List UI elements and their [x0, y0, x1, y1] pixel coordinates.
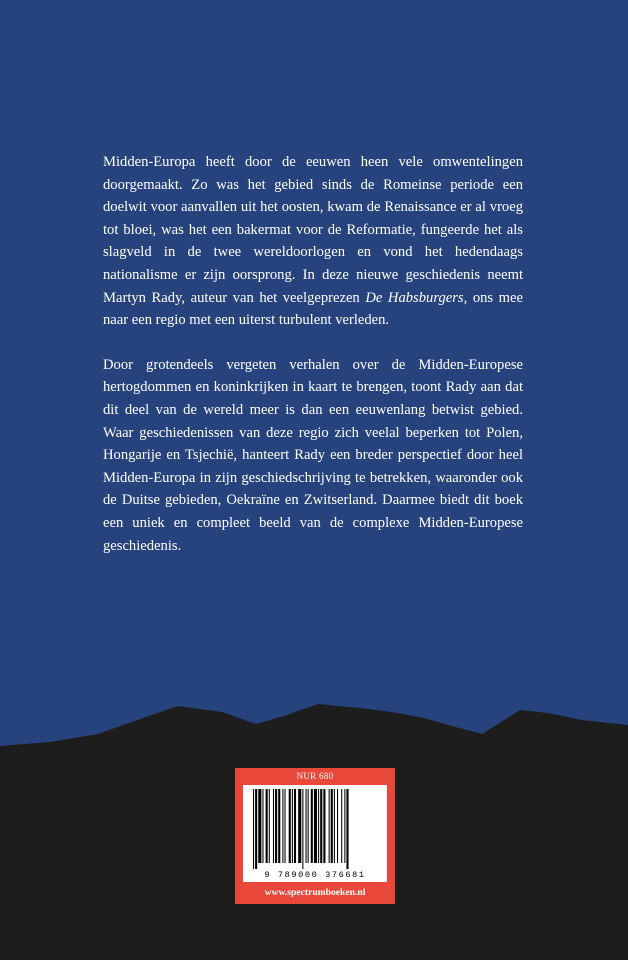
barcode-bar [344, 789, 345, 863]
barcode-bar [337, 789, 338, 863]
publisher-website: www.spectrumboeken.nl [264, 887, 366, 898]
barcode-bar [308, 789, 309, 863]
barcode-bar [258, 789, 261, 863]
barcode-bar [346, 789, 348, 869]
barcode-bar [311, 789, 313, 863]
barcode-bar [292, 789, 293, 863]
barcode-bar [329, 789, 330, 863]
book-title-italic: De Habsburgers [365, 289, 464, 306]
barcode-bar [314, 789, 317, 863]
barcode-bar [318, 789, 319, 863]
barcode-bar [273, 789, 274, 863]
barcode-bar [323, 789, 325, 863]
barcode-bar [320, 789, 322, 863]
barcode-bar [289, 789, 291, 863]
barcode-bar [253, 789, 254, 869]
barcode-bar [302, 789, 303, 869]
barcode-bar [331, 789, 333, 863]
barcode-label [243, 785, 387, 882]
blurb-text [103, 151, 523, 579]
barcode-bar [278, 789, 280, 863]
barcode-bar [285, 789, 286, 863]
barcode-bar [255, 789, 257, 869]
barcode-bar [266, 789, 268, 863]
barcode-bar [262, 789, 263, 863]
barcode-box [235, 768, 395, 904]
blurb-paragraph-1-end: , ons mee naar een regio met een uiterst turbulent verleden. [103, 289, 523, 329]
barcode-bar [282, 789, 283, 863]
barcode-bar [341, 789, 342, 863]
barcode-bar [294, 789, 296, 863]
blurb-paragraph-1-start: Midden-Europa heeft door de eeuwen heen vele omwentelingen doorgemaakt. Zo was het gebied sinds de Romeinse periode een doelwit voor aanvallen uit het oosten, kwam de Renaissance er al vroeg tot bloei, was het een bakermat voor de Reformatie, fungeerde het als slagveld in de twee wereldoorlogen en vond het hedendaags nationalisme er zijn oorsprong. In deze nieuwe geschiedenis neemt Martyn Rady, auteur van het veelgeprezen [103, 154, 523, 306]
isbn-barcode [247, 789, 383, 869]
barcode-bar [275, 789, 277, 863]
barcode-bar [306, 789, 307, 863]
barcode-bar [334, 789, 335, 863]
blurb-paragraph-1 [103, 151, 523, 332]
barcode-bar [269, 789, 270, 863]
barcode-bar [298, 789, 301, 863]
isbn-digits: 9 789000 376681 [264, 870, 366, 880]
blurb-paragraph-2: Door grotendeels vergeten verhalen over de Midden-Europese hertogdommen en koninkrijken in kaart te brengen, toont Rady aan dat dit deel van de wereld meer is dan een eeuwenlang betwist gebied. Waar geschiedenissen van deze regio zich veelal beperken tot Polen, Hongarije en Tsjechië, hanteert Rady een breder perspectief door heel Midden-Europa in zijn geschiedschrijving te betrekken, waaronder ook de Duitse gebieden, Oekraïne en Zwitserland. Daarmee biedt dit boek een uniek en compleet beeld van de complexe Midden-Europese geschiedenis. [103, 356, 523, 554]
nur-code: NUR 680 [296, 771, 334, 781]
